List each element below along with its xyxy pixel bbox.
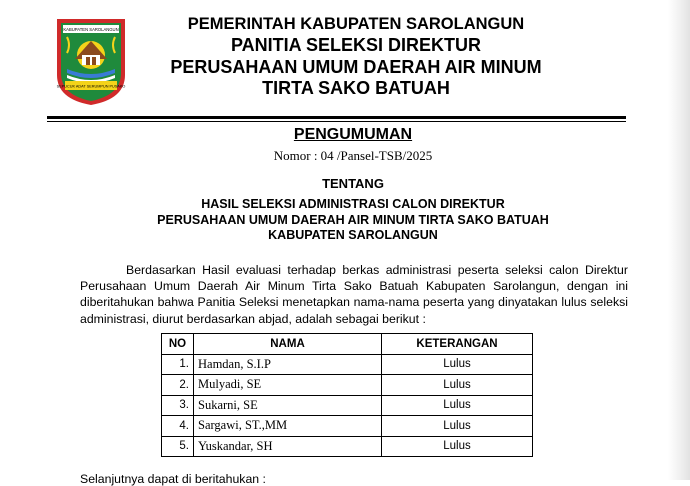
table-header-row bbox=[162, 334, 533, 355]
header-nama: NAMA bbox=[194, 334, 382, 355]
subject-line-1: HASIL SELEKSI ADMINISTRASI CALON DIREKTUR bbox=[201, 197, 505, 211]
row-no: 5. bbox=[162, 436, 194, 457]
letterhead-line-1: PEMERINTAH KABUPATEN SAROLANGUN bbox=[187, 15, 525, 33]
letterhead-line-2: PANITIA SELEKSI DIREKTUR bbox=[230, 35, 481, 55]
letterhead-rule-thick bbox=[47, 116, 626, 119]
subject-line-3: KABUPATEN SAROLANGUN bbox=[268, 228, 438, 242]
letterhead-line-3: PERUSAHAAN UMUM DAERAH AIR MINUM bbox=[170, 56, 542, 77]
results-table bbox=[161, 333, 533, 457]
letterhead bbox=[150, 14, 562, 100]
table-row bbox=[162, 395, 533, 416]
document-number: Nomor : 04 /Pansel-TSB/2025 bbox=[273, 148, 433, 163]
row-nama: Mulyadi, SE bbox=[194, 375, 382, 396]
subject-line-2: PERUSAHAAN UMUM DAERAH AIR MINUM TIRTA SAKO BATUAH bbox=[157, 212, 549, 227]
row-keterangan: Lulus bbox=[382, 436, 533, 457]
tentang-heading: TENTANG bbox=[322, 176, 384, 191]
table-row bbox=[162, 375, 533, 396]
body-paragraph: Berdasarkan Hasil evaluasi terhadap berkas administrasi peserta seleksi calon Direktur Perusahaan Umum Daerah Air Minum Tirta Sako Batuah Kabupaten Sarolangun, dengan ini diberitahukan bahwa Panitia Seleksi menetapkan nama-nama peserta yang dinyatakan lulus seleksi administrasi, diurut berdasarkan abjad, adalah sebagai berikut : bbox=[80, 263, 628, 326]
row-no: 3. bbox=[162, 395, 194, 416]
row-nama: Sargawi, ST.,MM bbox=[194, 416, 382, 437]
letterhead-line-4: TIRTA SAKO BATUAH bbox=[262, 78, 450, 98]
table-row bbox=[162, 354, 533, 375]
table-row bbox=[162, 416, 533, 437]
row-keterangan: Lulus bbox=[382, 416, 533, 437]
header-no: NO bbox=[162, 334, 194, 355]
row-no: 1. bbox=[162, 354, 194, 375]
row-nama: Sukarni, SE bbox=[194, 395, 382, 416]
row-nama: Hamdan, S.I.P bbox=[194, 354, 382, 375]
row-keterangan: Lulus bbox=[382, 354, 533, 375]
header-keterangan: KETERANGAN bbox=[382, 334, 533, 355]
subject-heading bbox=[0, 197, 690, 244]
closing-line: Selanjutnya dapat di beritahukan : bbox=[80, 472, 266, 486]
row-no: 4. bbox=[162, 416, 194, 437]
letterhead-rule-thin bbox=[47, 121, 626, 122]
svg-text:SEPUCUK ADAT SERUMPUN PUSAKO: SEPUCUK ADAT SERUMPUN PUSAKO bbox=[56, 84, 126, 89]
row-nama: Yuskandar, SH bbox=[194, 436, 382, 457]
document-title: PENGUMUMAN bbox=[293, 126, 413, 143]
kabupaten-sarolangun-logo bbox=[53, 15, 129, 107]
table-row bbox=[162, 436, 533, 457]
row-keterangan: Lulus bbox=[382, 395, 533, 416]
row-no: 2. bbox=[162, 375, 194, 396]
svg-text:KABUPATEN SAROLANGUN: KABUPATEN SAROLANGUN bbox=[63, 27, 119, 32]
row-keterangan: Lulus bbox=[382, 375, 533, 396]
